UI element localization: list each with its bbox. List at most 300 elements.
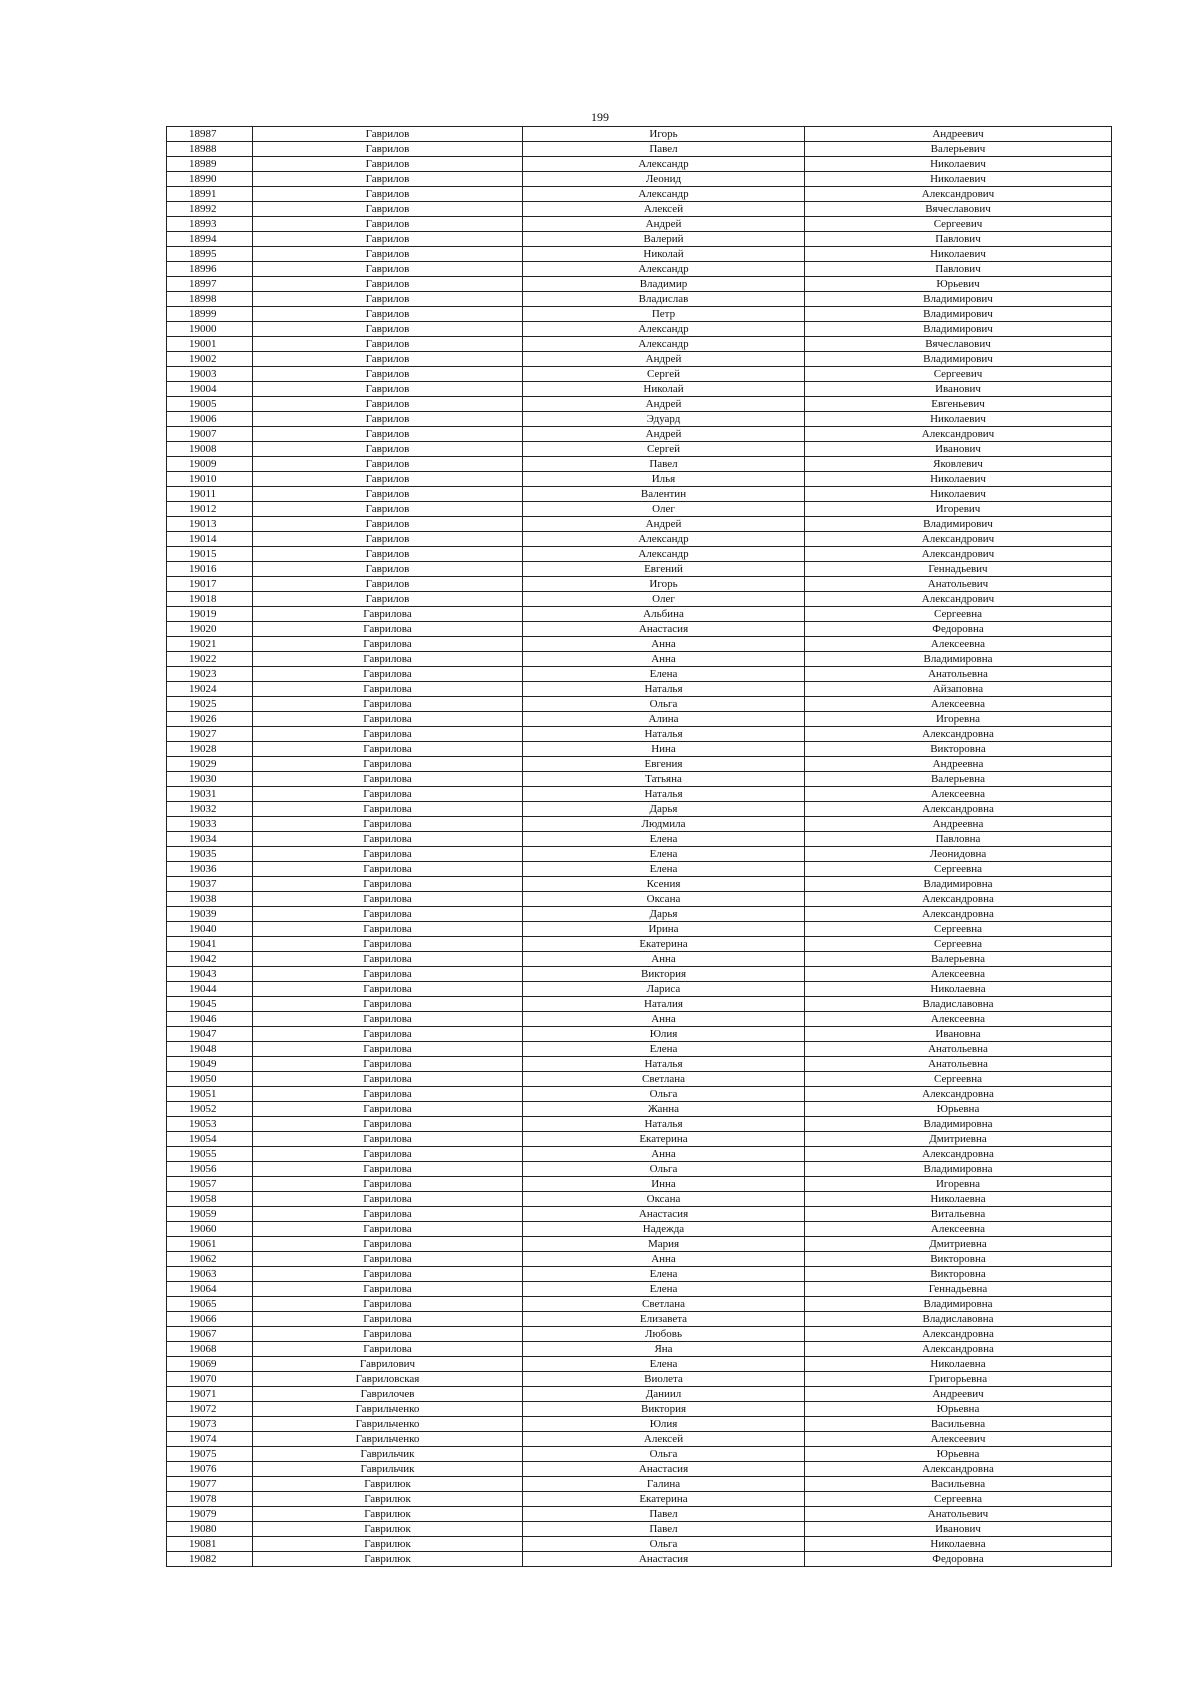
table-row	[167, 562, 1112, 577]
table-row	[167, 727, 1112, 742]
record-number-cell: 19038	[167, 892, 253, 907]
table-row	[167, 1132, 1112, 1147]
table-row	[167, 172, 1112, 187]
first-name-cell: Александр	[523, 187, 805, 202]
first-name-cell: Александр	[523, 262, 805, 277]
first-name-cell: Ольга	[523, 1162, 805, 1177]
surname-cell: Гаврилова	[253, 892, 523, 907]
first-name-cell: Наталья	[523, 1057, 805, 1072]
surname-cell: Гаврилова	[253, 1117, 523, 1132]
table-row	[167, 247, 1112, 262]
first-name-cell: Инна	[523, 1177, 805, 1192]
surname-cell: Гаврилова	[253, 1282, 523, 1297]
table-row	[167, 352, 1112, 367]
surname-cell: Гаврилов	[253, 232, 523, 247]
table-row	[167, 157, 1112, 172]
surname-cell: Гаврилова	[253, 697, 523, 712]
surname-cell: Гаврилова	[253, 1072, 523, 1087]
record-number-cell: 19020	[167, 622, 253, 637]
record-number-cell: 18996	[167, 262, 253, 277]
record-number-cell: 19062	[167, 1252, 253, 1267]
first-name-cell: Владимир	[523, 277, 805, 292]
surname-cell: Гаврилова	[253, 997, 523, 1012]
first-name-cell: Сергей	[523, 367, 805, 382]
surname-cell: Гаврилова	[253, 1132, 523, 1147]
table-row	[167, 922, 1112, 937]
surname-cell: Гаврилова	[253, 1297, 523, 1312]
table-row	[167, 322, 1112, 337]
record-number-cell: 18987	[167, 127, 253, 142]
record-number-cell: 19046	[167, 1012, 253, 1027]
table-row	[167, 1117, 1112, 1132]
record-number-cell: 19074	[167, 1432, 253, 1447]
first-name-cell: Валерий	[523, 232, 805, 247]
surname-cell: Гаврилов	[253, 277, 523, 292]
table-row	[167, 142, 1112, 157]
patronymic-cell: Анатольевич	[805, 1507, 1112, 1522]
first-name-cell: Лариса	[523, 982, 805, 997]
table-row	[167, 1522, 1112, 1537]
patronymic-cell: Дмитриевна	[805, 1237, 1112, 1252]
first-name-cell: Алина	[523, 712, 805, 727]
table-row	[167, 1072, 1112, 1087]
patronymic-cell: Николаевич	[805, 487, 1112, 502]
first-name-cell: Светлана	[523, 1072, 805, 1087]
surname-cell: Гаврилова	[253, 1087, 523, 1102]
patronymic-cell: Владимировна	[805, 1297, 1112, 1312]
first-name-cell: Альбина	[523, 607, 805, 622]
table-row	[167, 127, 1112, 142]
patronymic-cell: Яковлевич	[805, 457, 1112, 472]
table-row	[167, 1192, 1112, 1207]
surname-cell: Гаврилова	[253, 1177, 523, 1192]
patronymic-cell: Юрьевич	[805, 277, 1112, 292]
table-row	[167, 757, 1112, 772]
surname-cell: Гаврилова	[253, 1252, 523, 1267]
patronymic-cell: Алексеевна	[805, 967, 1112, 982]
table-row	[167, 1042, 1112, 1057]
surname-cell: Гаврилов	[253, 472, 523, 487]
record-number-cell: 19050	[167, 1072, 253, 1087]
record-number-cell: 19042	[167, 952, 253, 967]
patronymic-cell: Владиславовна	[805, 1312, 1112, 1327]
surname-cell: Гаврилова	[253, 1207, 523, 1222]
first-name-cell: Николай	[523, 382, 805, 397]
patronymic-cell: Юрьевна	[805, 1447, 1112, 1462]
table-row	[167, 697, 1112, 712]
patronymic-cell: Алексеевна	[805, 697, 1112, 712]
record-number-cell: 19080	[167, 1522, 253, 1537]
table-row	[167, 1447, 1112, 1462]
patronymic-cell: Иванович	[805, 382, 1112, 397]
table-row	[167, 292, 1112, 307]
patronymic-cell: Александрович	[805, 427, 1112, 442]
record-number-cell: 19005	[167, 397, 253, 412]
surname-cell: Гаврилюк	[253, 1552, 523, 1567]
patronymic-cell: Викторовна	[805, 1267, 1112, 1282]
table-row	[167, 937, 1112, 952]
surname-cell: Гаврилов	[253, 322, 523, 337]
surname-cell: Гаврилюк	[253, 1507, 523, 1522]
surname-cell: Гаврильченко	[253, 1432, 523, 1447]
patronymic-cell: Андреевич	[805, 127, 1112, 142]
first-name-cell: Оксана	[523, 892, 805, 907]
table-row	[167, 1387, 1112, 1402]
table-row	[167, 517, 1112, 532]
table-row	[167, 217, 1112, 232]
table-row	[167, 1102, 1112, 1117]
surname-cell: Гаврилова	[253, 682, 523, 697]
patronymic-cell: Владимирович	[805, 292, 1112, 307]
table-row	[167, 1237, 1112, 1252]
record-number-cell: 19015	[167, 547, 253, 562]
record-number-cell: 18997	[167, 277, 253, 292]
surname-cell: Гаврилов	[253, 172, 523, 187]
first-name-cell: Александр	[523, 547, 805, 562]
table-row	[167, 607, 1112, 622]
table-row	[167, 712, 1112, 727]
table-row	[167, 637, 1112, 652]
surname-cell: Гаврилова	[253, 757, 523, 772]
record-number-cell: 18991	[167, 187, 253, 202]
surname-cell: Гаврилов	[253, 427, 523, 442]
patronymic-cell: Иванович	[805, 442, 1112, 457]
first-name-cell: Игорь	[523, 127, 805, 142]
patronymic-cell: Андреевна	[805, 757, 1112, 772]
first-name-cell: Елена	[523, 667, 805, 682]
patronymic-cell: Сергеевна	[805, 862, 1112, 877]
first-name-cell: Андрей	[523, 352, 805, 367]
patronymic-cell: Владимирович	[805, 517, 1112, 532]
first-name-cell: Елена	[523, 1282, 805, 1297]
table-row	[167, 307, 1112, 322]
first-name-cell: Даниил	[523, 1387, 805, 1402]
record-number-cell: 19044	[167, 982, 253, 997]
first-name-cell: Жанна	[523, 1102, 805, 1117]
record-number-cell: 19008	[167, 442, 253, 457]
table-row	[167, 1507, 1112, 1522]
patronymic-cell: Андреевна	[805, 817, 1112, 832]
patronymic-cell: Ивановна	[805, 1027, 1112, 1042]
first-name-cell: Николай	[523, 247, 805, 262]
surname-cell: Гаврилова	[253, 1102, 523, 1117]
first-name-cell: Анна	[523, 952, 805, 967]
record-number-cell: 19064	[167, 1282, 253, 1297]
record-number-cell: 19023	[167, 667, 253, 682]
first-name-cell: Андрей	[523, 217, 805, 232]
table-row	[167, 862, 1112, 877]
surname-cell: Гаврилов	[253, 577, 523, 592]
patronymic-cell: Николаевич	[805, 172, 1112, 187]
surname-cell: Гаврилов	[253, 262, 523, 277]
record-number-cell: 18989	[167, 157, 253, 172]
surname-cell: Гаврилова	[253, 1267, 523, 1282]
table-row	[167, 382, 1112, 397]
patronymic-cell: Вячеславович	[805, 202, 1112, 217]
first-name-cell: Елена	[523, 1267, 805, 1282]
patronymic-cell: Александровна	[805, 1087, 1112, 1102]
table-row	[167, 397, 1112, 412]
first-name-cell: Ирина	[523, 922, 805, 937]
surname-cell: Гаврилова	[253, 922, 523, 937]
patronymic-cell: Павловна	[805, 832, 1112, 847]
surname-cell: Гаврилова	[253, 907, 523, 922]
patronymic-cell: Александрович	[805, 547, 1112, 562]
first-name-cell: Ольга	[523, 697, 805, 712]
table-row	[167, 952, 1112, 967]
surname-cell: Гаврилова	[253, 952, 523, 967]
surname-cell: Гаврилов	[253, 157, 523, 172]
record-number-cell: 19033	[167, 817, 253, 832]
record-number-cell: 19077	[167, 1477, 253, 1492]
patronymic-cell: Владимировна	[805, 877, 1112, 892]
record-number-cell: 19027	[167, 727, 253, 742]
first-name-cell: Елена	[523, 847, 805, 862]
first-name-cell: Анастасия	[523, 1207, 805, 1222]
first-name-cell: Галина	[523, 1477, 805, 1492]
record-number-cell: 19035	[167, 847, 253, 862]
first-name-cell: Надежда	[523, 1222, 805, 1237]
table-row	[167, 502, 1112, 517]
surname-cell: Гаврилова	[253, 982, 523, 997]
table-row	[167, 1057, 1112, 1072]
record-number-cell: 19018	[167, 592, 253, 607]
surname-cell: Гаврилов	[253, 502, 523, 517]
table-row	[167, 1177, 1112, 1192]
table-row	[167, 622, 1112, 637]
table-row	[167, 367, 1112, 382]
surname-cell: Гаврилов	[253, 142, 523, 157]
first-name-cell: Наталья	[523, 1117, 805, 1132]
record-number-cell: 18993	[167, 217, 253, 232]
surname-cell: Гаврилова	[253, 1327, 523, 1342]
record-number-cell: 19009	[167, 457, 253, 472]
first-name-cell: Екатерина	[523, 1492, 805, 1507]
surname-cell: Гаврилова	[253, 1237, 523, 1252]
patronymic-cell: Иванович	[805, 1522, 1112, 1537]
surname-cell: Гаврилова	[253, 1012, 523, 1027]
patronymic-cell: Николаевна	[805, 1537, 1112, 1552]
table-row	[167, 1252, 1112, 1267]
record-number-cell: 19007	[167, 427, 253, 442]
first-name-cell: Юлия	[523, 1027, 805, 1042]
patronymic-cell: Игоревна	[805, 712, 1112, 727]
surname-cell: Гаврильченко	[253, 1402, 523, 1417]
surname-cell: Гаврилова	[253, 787, 523, 802]
surname-cell: Гаврилова	[253, 652, 523, 667]
patronymic-cell: Алексеевна	[805, 1012, 1112, 1027]
surname-cell: Гаврилов	[253, 307, 523, 322]
patronymic-cell: Федоровна	[805, 622, 1112, 637]
first-name-cell: Елена	[523, 862, 805, 877]
patronymic-cell: Александровна	[805, 802, 1112, 817]
table-row	[167, 787, 1112, 802]
table-row	[167, 877, 1112, 892]
record-number-cell: 19032	[167, 802, 253, 817]
table-row	[167, 1012, 1112, 1027]
surname-cell: Гаврилова	[253, 847, 523, 862]
patronymic-cell: Александровна	[805, 1462, 1112, 1477]
first-name-cell: Евгений	[523, 562, 805, 577]
first-name-cell: Павел	[523, 1507, 805, 1522]
surname-cell: Гаврилова	[253, 1162, 523, 1177]
table-row	[167, 682, 1112, 697]
patronymic-cell: Владимирович	[805, 307, 1112, 322]
first-name-cell: Анна	[523, 1252, 805, 1267]
patronymic-cell: Александровна	[805, 1147, 1112, 1162]
first-name-cell: Дарья	[523, 802, 805, 817]
record-number-cell: 19012	[167, 502, 253, 517]
patronymic-cell: Владимировна	[805, 1117, 1112, 1132]
table-row	[167, 907, 1112, 922]
table-row	[167, 802, 1112, 817]
surname-cell: Гаврилов	[253, 127, 523, 142]
table-row	[167, 202, 1112, 217]
patronymic-cell: Александрович	[805, 187, 1112, 202]
surname-cell: Гаврилов	[253, 412, 523, 427]
surname-cell: Гаврилова	[253, 667, 523, 682]
patronymic-cell: Айзаповна	[805, 682, 1112, 697]
record-number-cell: 19078	[167, 1492, 253, 1507]
record-number-cell: 19043	[167, 967, 253, 982]
record-number-cell: 18990	[167, 172, 253, 187]
first-name-cell: Ольга	[523, 1537, 805, 1552]
patronymic-cell: Викторовна	[805, 742, 1112, 757]
surname-cell: Гаврилов	[253, 382, 523, 397]
first-name-cell: Дарья	[523, 907, 805, 922]
first-name-cell: Екатерина	[523, 937, 805, 952]
surname-cell: Гаврилов	[253, 337, 523, 352]
first-name-cell: Игорь	[523, 577, 805, 592]
table-row	[167, 1027, 1112, 1042]
record-number-cell: 19066	[167, 1312, 253, 1327]
record-number-cell: 19053	[167, 1117, 253, 1132]
table-row	[167, 1357, 1112, 1372]
first-name-cell: Александр	[523, 322, 805, 337]
patronymic-cell: Анатольевна	[805, 1042, 1112, 1057]
first-name-cell: Александр	[523, 532, 805, 547]
table-row	[167, 337, 1112, 352]
first-name-cell: Ксения	[523, 877, 805, 892]
record-number-cell: 19068	[167, 1342, 253, 1357]
surname-cell: Гаврилюк	[253, 1477, 523, 1492]
surname-cell: Гаврилов	[253, 217, 523, 232]
table-row	[167, 817, 1112, 832]
table-row	[167, 187, 1112, 202]
record-number-cell: 19010	[167, 472, 253, 487]
patronymic-cell: Валерьевна	[805, 772, 1112, 787]
record-number-cell: 19069	[167, 1357, 253, 1372]
surname-cell: Гаврилов	[253, 187, 523, 202]
record-number-cell: 19001	[167, 337, 253, 352]
table-row	[167, 892, 1112, 907]
record-number-cell: 19051	[167, 1087, 253, 1102]
patronymic-cell: Юрьевна	[805, 1402, 1112, 1417]
page-number: 199	[591, 110, 609, 124]
record-number-cell: 19022	[167, 652, 253, 667]
surname-cell: Гаврилова	[253, 772, 523, 787]
record-number-cell: 19036	[167, 862, 253, 877]
surname-cell: Гаврилова	[253, 832, 523, 847]
record-number-cell: 19072	[167, 1402, 253, 1417]
table-row	[167, 1552, 1112, 1567]
surname-cell: Гаврильченко	[253, 1417, 523, 1432]
record-number-cell: 19073	[167, 1417, 253, 1432]
patronymic-cell: Евгеньевич	[805, 397, 1112, 412]
first-name-cell: Наталья	[523, 787, 805, 802]
first-name-cell: Наталия	[523, 997, 805, 1012]
surname-cell: Гаврилова	[253, 1057, 523, 1072]
first-name-cell: Валентин	[523, 487, 805, 502]
first-name-cell: Анастасия	[523, 1552, 805, 1567]
record-number-cell: 19013	[167, 517, 253, 532]
first-name-cell: Евгения	[523, 757, 805, 772]
table-row	[167, 967, 1112, 982]
patronymic-cell: Анатольевич	[805, 577, 1112, 592]
surname-cell: Гаврилов	[253, 397, 523, 412]
patronymic-cell: Алексеевна	[805, 787, 1112, 802]
record-number-cell: 19025	[167, 697, 253, 712]
patronymic-cell: Павлович	[805, 232, 1112, 247]
record-number-cell: 18988	[167, 142, 253, 157]
patronymic-cell: Федоровна	[805, 1552, 1112, 1567]
table-row	[167, 1462, 1112, 1477]
record-number-cell: 19021	[167, 637, 253, 652]
patronymic-cell: Александровна	[805, 1327, 1112, 1342]
record-number-cell: 19030	[167, 772, 253, 787]
surname-cell: Гаврилова	[253, 1042, 523, 1057]
table-row	[167, 652, 1112, 667]
surname-cell: Гаврилюк	[253, 1537, 523, 1552]
surname-cell: Гаврилова	[253, 622, 523, 637]
first-name-cell: Анастасия	[523, 1462, 805, 1477]
patronymic-cell: Владимирович	[805, 322, 1112, 337]
patronymic-cell: Сергеевна	[805, 922, 1112, 937]
patronymic-cell: Игоревна	[805, 1177, 1112, 1192]
patronymic-cell: Александровна	[805, 1342, 1112, 1357]
table-row	[167, 1342, 1112, 1357]
patronymic-cell: Васильевна	[805, 1417, 1112, 1432]
first-name-cell: Александр	[523, 337, 805, 352]
record-number-cell: 19054	[167, 1132, 253, 1147]
patronymic-cell: Валерьевич	[805, 142, 1112, 157]
first-name-cell: Виктория	[523, 1402, 805, 1417]
first-name-cell: Нина	[523, 742, 805, 757]
first-name-cell: Виктория	[523, 967, 805, 982]
record-number-cell: 19065	[167, 1297, 253, 1312]
first-name-cell: Елизавета	[523, 1312, 805, 1327]
patronymic-cell: Николаевич	[805, 157, 1112, 172]
first-name-cell: Яна	[523, 1342, 805, 1357]
patronymic-cell: Григорьевна	[805, 1372, 1112, 1387]
record-number-cell: 19041	[167, 937, 253, 952]
first-name-cell: Эдуард	[523, 412, 805, 427]
surname-cell: Гаврилюк	[253, 1522, 523, 1537]
table-row	[167, 772, 1112, 787]
record-number-cell: 19049	[167, 1057, 253, 1072]
surname-cell: Гаврилов	[253, 532, 523, 547]
record-number-cell: 19024	[167, 682, 253, 697]
table-row	[167, 1297, 1112, 1312]
first-name-cell: Анна	[523, 1012, 805, 1027]
table-row	[167, 742, 1112, 757]
patronymic-cell: Александровна	[805, 727, 1112, 742]
surname-cell: Гаврилов	[253, 247, 523, 262]
patronymic-cell: Сергеевна	[805, 1072, 1112, 1087]
record-number-cell: 19026	[167, 712, 253, 727]
record-number-cell: 19082	[167, 1552, 253, 1567]
first-name-cell: Алексей	[523, 202, 805, 217]
